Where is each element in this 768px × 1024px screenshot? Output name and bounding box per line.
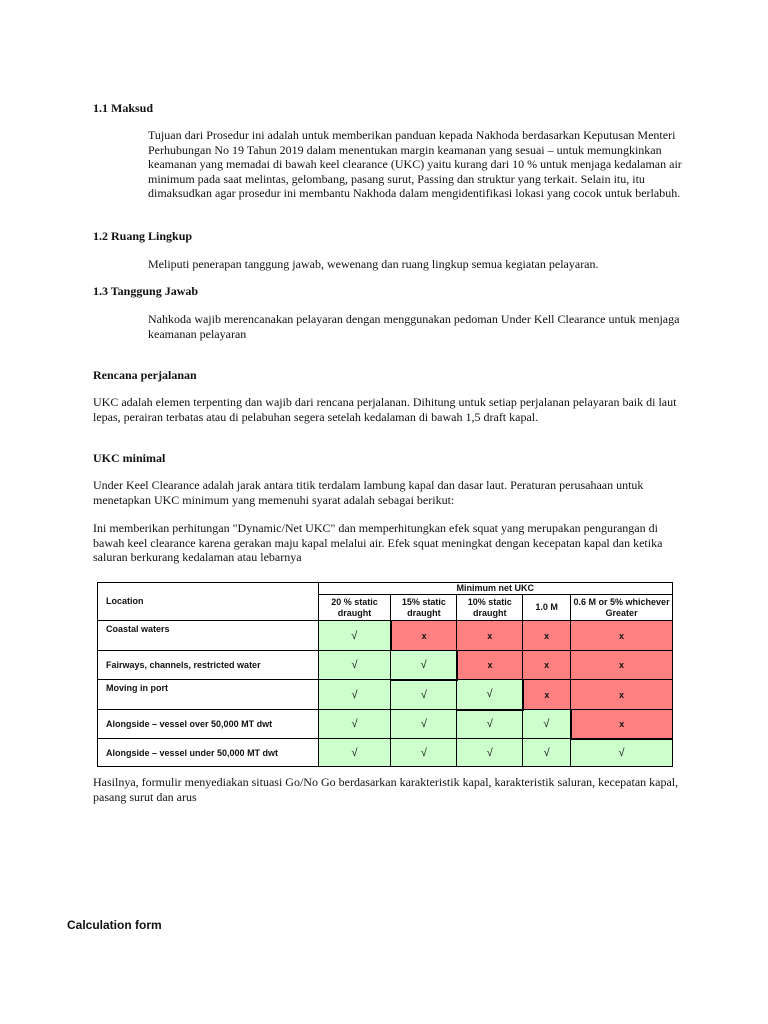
cell-ok: √ xyxy=(457,710,523,739)
location-header: Location xyxy=(98,583,319,621)
row-location: Fairways, channels, restricted water xyxy=(98,651,319,680)
cell-ok: √ xyxy=(523,710,571,739)
cell-not-ok: x xyxy=(391,621,457,651)
col-header-20pct: 20 % static draught xyxy=(318,595,391,621)
cell-not-ok: x xyxy=(571,621,673,651)
table-row xyxy=(98,739,673,767)
paragraph-tanggung-jawab: Nahkoda wajib merencanakan pelayaran dengan menggunakan pedoman Under Kell Clearance untuk menjaga keamanan pelayaran xyxy=(148,312,680,341)
table-row xyxy=(98,651,673,680)
cell-ok: √ xyxy=(318,651,391,680)
cell-not-ok: x xyxy=(523,621,571,651)
calculation-form-heading: Calculation form xyxy=(67,918,162,932)
minimum-net-ukc-header: Minimum net UKC xyxy=(318,583,672,595)
table-row xyxy=(98,621,673,651)
cell-not-ok: x xyxy=(457,621,523,651)
cell-ok: √ xyxy=(318,680,391,710)
row-location: Alongside – vessel under 50,000 MT dwt xyxy=(98,739,319,767)
paragraph-ukc-definition: Under Keel Clearance adalah jarak antara titik terdalam lambung kapal dan dasar laut. Peraturan perusahaan untuk menetapkan UKC minimum yang memenuhi syarat adalah sebagai berikut: xyxy=(93,478,644,507)
cell-ok: √ xyxy=(391,651,457,680)
ukc-table xyxy=(97,582,673,767)
col-header-06m: 0.6 M or 5% whichever Greater xyxy=(571,595,673,621)
col-header-15pct: 15% static draught xyxy=(391,595,457,621)
cell-ok: √ xyxy=(391,739,457,767)
col-header-10pct: 10% static draught xyxy=(457,595,523,621)
row-location: Coastal waters xyxy=(98,621,319,651)
row-location: Moving in port xyxy=(98,680,319,710)
paragraph-ruang-lingkup: Meliputi penerapan tanggung jawab, wewenang dan ruang lingkup semua kegiatan pelayaran. xyxy=(148,257,599,271)
cell-ok: √ xyxy=(318,739,391,767)
table-row xyxy=(98,680,673,710)
paragraph-maksud: Tujuan dari Prosedur ini adalah untuk memberikan panduan kepada Nakhoda berdasarkan Keputusan Menteri Perhubungan No 19 Tahun 2019 dalam menentukan margin keamanan yang sesuai – untuk memungkinkan keamanan yang memadai di bawah keel clearance (UKC) yaitu kurang dari 10 % untuk menjaga kedalaman air minimum pada saat melintas, gelombang, pasang surut, Passing dan struktur yang terkait. Selain itu, itu dimaksudkan agar prosedur ini membantu Nakhoda dalam mengidentifikasi lokasi yang cocok untuk berlabuh. xyxy=(148,128,682,200)
row-location: Alongside – vessel over 50,000 MT dwt xyxy=(98,710,319,739)
cell-ok: √ xyxy=(318,621,391,651)
cell-ok: √ xyxy=(571,739,673,767)
cell-ok: √ xyxy=(318,710,391,739)
col-header-1m: 1.0 M xyxy=(523,595,571,621)
heading-ukc-minimal: UKC minimal xyxy=(93,451,166,465)
cell-not-ok: x xyxy=(571,651,673,680)
cell-ok: √ xyxy=(457,680,523,710)
cell-ok: √ xyxy=(391,680,457,710)
cell-not-ok: x xyxy=(571,680,673,710)
paragraph-result: Hasilnya, formulir menyediakan situasi Go/No Go berdasarkan karakteristik kapal, karakteristik saluran, kecepatan kapal, pasang surut dan arus xyxy=(93,775,679,804)
heading-tanggung-jawab: 1.3 Tanggung Jawab xyxy=(93,284,199,298)
heading-maksud: 1.1 Maksud xyxy=(93,101,154,115)
cell-ok: √ xyxy=(523,739,571,767)
cell-ok: √ xyxy=(457,739,523,767)
paragraph-rencana-perjalanan: UKC adalah elemen terpenting dan wajib dari rencana perjalanan. Dihitung untuk setiap perjalanan pelayaran baik di laut lepas, perairan terbatas atau di pelabuhan segera setelah kedalaman di bawah 1,5 draft kapal. xyxy=(93,395,677,424)
cell-not-ok: x xyxy=(571,710,673,739)
paragraph-ukc-dynamic: Ini memberikan perhitungan "Dynamic/Net UKC" dan memperhitungkan efek squat yang merupakan pengurangan di bawah keel clearance karena gerakan maju kapal melalui air. Efek squat meningkat dengan kecepatan kapal dan ketika saluran berkurang kedalaman atau lebarnya xyxy=(93,521,663,564)
cell-ok: √ xyxy=(391,710,457,739)
cell-not-ok: x xyxy=(523,680,571,710)
table-row xyxy=(98,710,673,739)
heading-rencana-perjalanan: Rencana perjalanan xyxy=(93,368,197,382)
cell-not-ok: x xyxy=(523,651,571,680)
heading-ruang-lingkup: 1.2 Ruang Lingkup xyxy=(93,229,193,243)
cell-not-ok: x xyxy=(457,651,523,680)
